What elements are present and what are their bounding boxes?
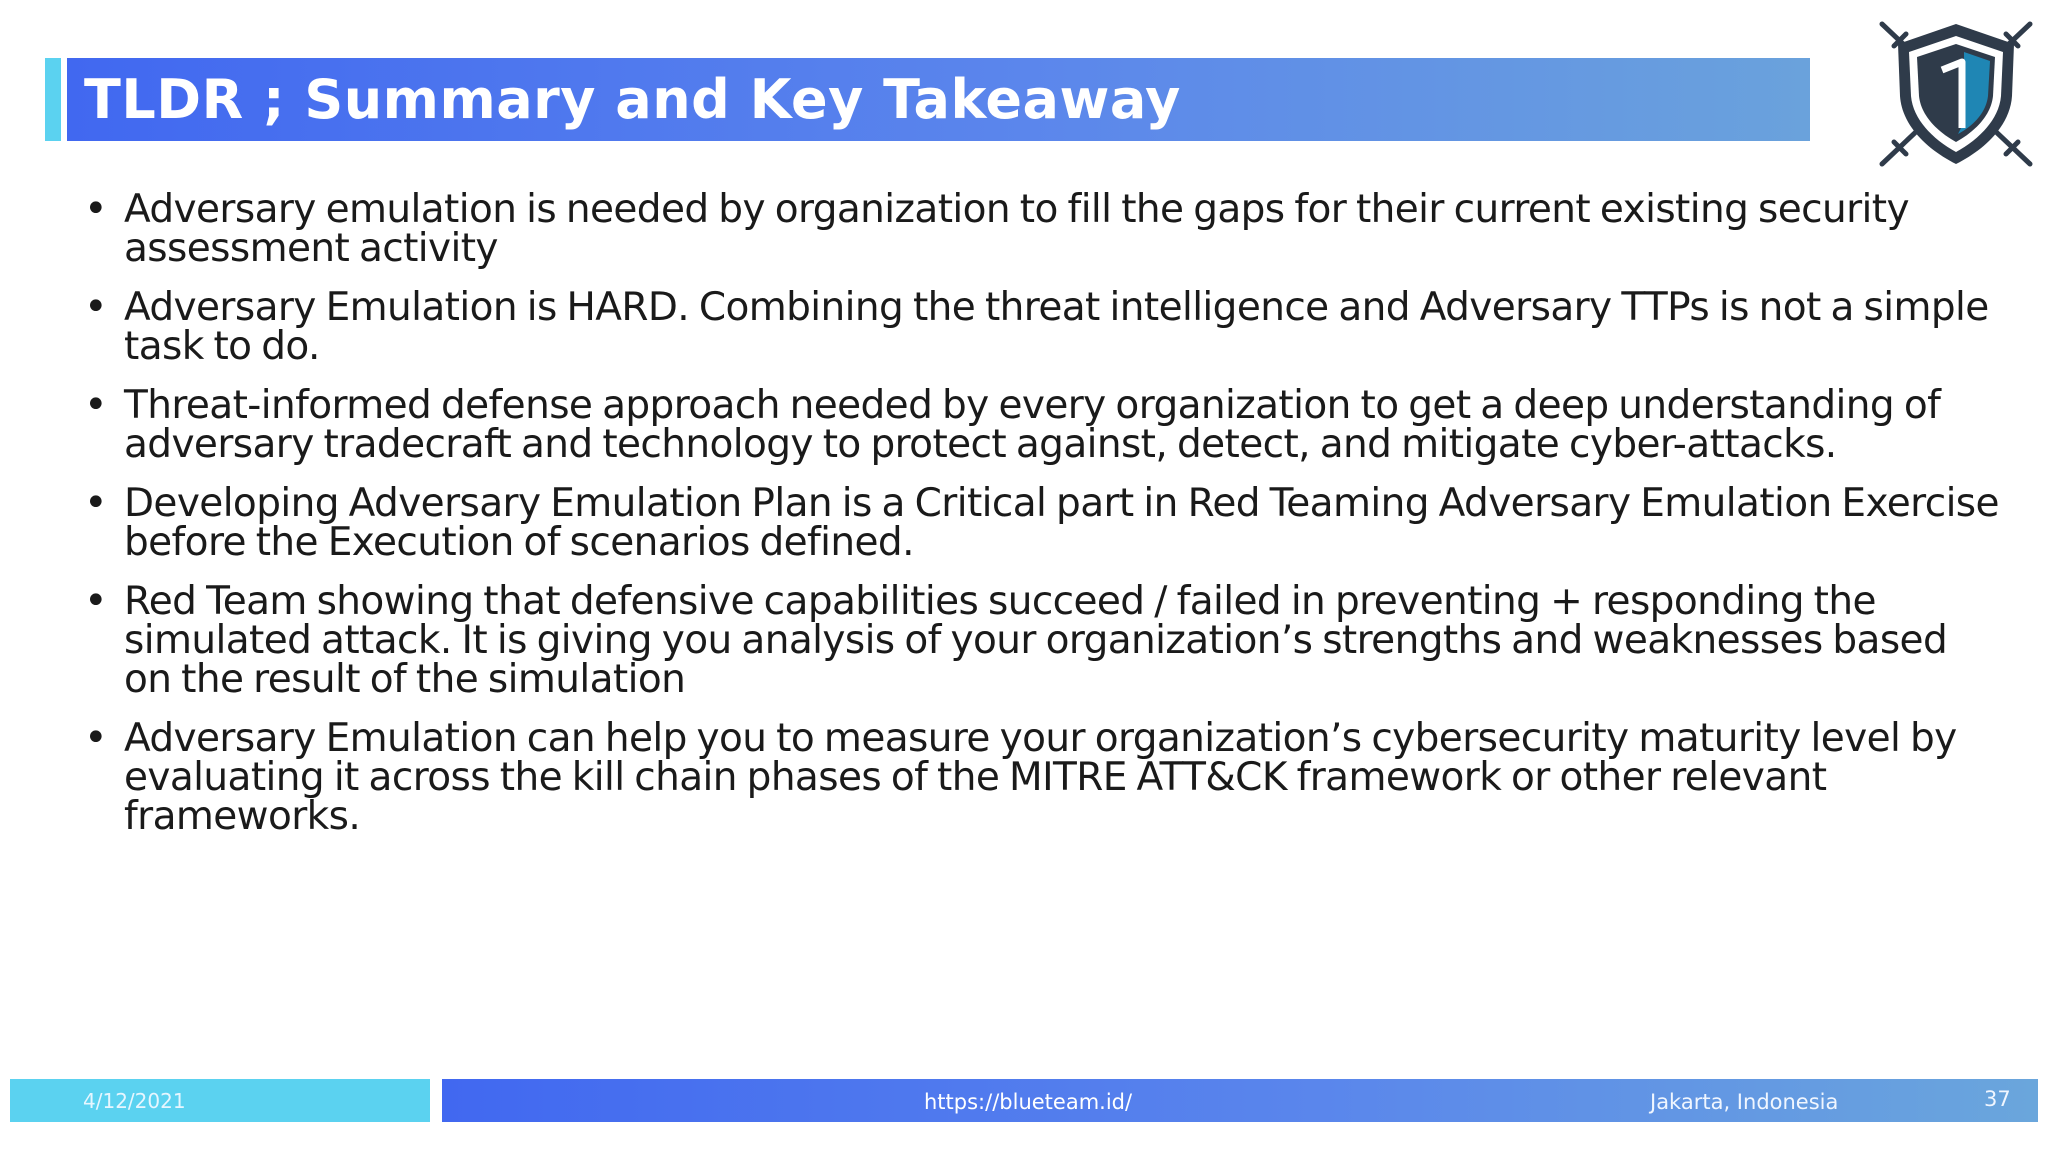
bullet-item — [80, 186, 2000, 271]
title-bar — [67, 58, 1810, 141]
shield-logo-icon — [1872, 18, 2040, 170]
bullet-marker: • — [84, 284, 108, 330]
bullet-text: Threat-informed defense approach needed by every organization to get a deep understanding of adversary tradecraft and technology to protect against, detect, and mitigate cyber-attacks. — [124, 383, 1941, 467]
bullet-text: Developing Adversary Emulation Plan is a Critical part in Red Teaming Adversary Emulation Exercise before the Execution of scenarios defined. — [124, 481, 1999, 565]
bullet-marker: • — [84, 186, 108, 232]
footer-date: 4/12/2021 — [83, 1088, 186, 1113]
title-accent-bar — [45, 58, 61, 141]
bullet-text: Adversary Emulation can help you to measure your organization’s cybersecurity maturity level by evaluating it across the kill chain phases of the MITRE ATT&CK framework or other relevant frameworks. — [124, 716, 1957, 839]
bullet-item — [80, 382, 2000, 467]
bullet-item — [80, 480, 2000, 565]
bullet-marker: • — [84, 480, 108, 526]
page-number: 37 — [1984, 1087, 2011, 1111]
bullet-item — [80, 715, 2000, 839]
bullet-marker: • — [84, 382, 108, 428]
slide-title: TLDR ; Summary and Key Takeaway — [84, 68, 1181, 131]
bullet-list — [80, 186, 2000, 856]
footer-location: Jakarta, Indonesia — [1650, 1090, 1839, 1114]
footer-date-bar — [10, 1079, 430, 1122]
bullet-text: Adversary emulation is needed by organization to fill the gaps for their current existing security assessment activity — [124, 187, 1909, 271]
bullet-marker: • — [84, 715, 108, 761]
footer-url[interactable]: https://blueteam.id/ — [924, 1090, 1133, 1114]
bullet-text: Adversary Emulation is HARD. Combining the threat intelligence and Adversary TTPs is not a simple task to do. — [124, 285, 1989, 369]
bullet-item — [80, 578, 2000, 702]
bullet-marker: • — [84, 578, 108, 624]
bullet-text: Red Team showing that defensive capabilities succeed / failed in preventing + responding the simulated attack. It is giving you analysis of your organization’s strengths and weaknesses based on the result of the simulation — [124, 579, 1948, 702]
bullet-item — [80, 284, 2000, 369]
footer-bar — [442, 1079, 2038, 1122]
